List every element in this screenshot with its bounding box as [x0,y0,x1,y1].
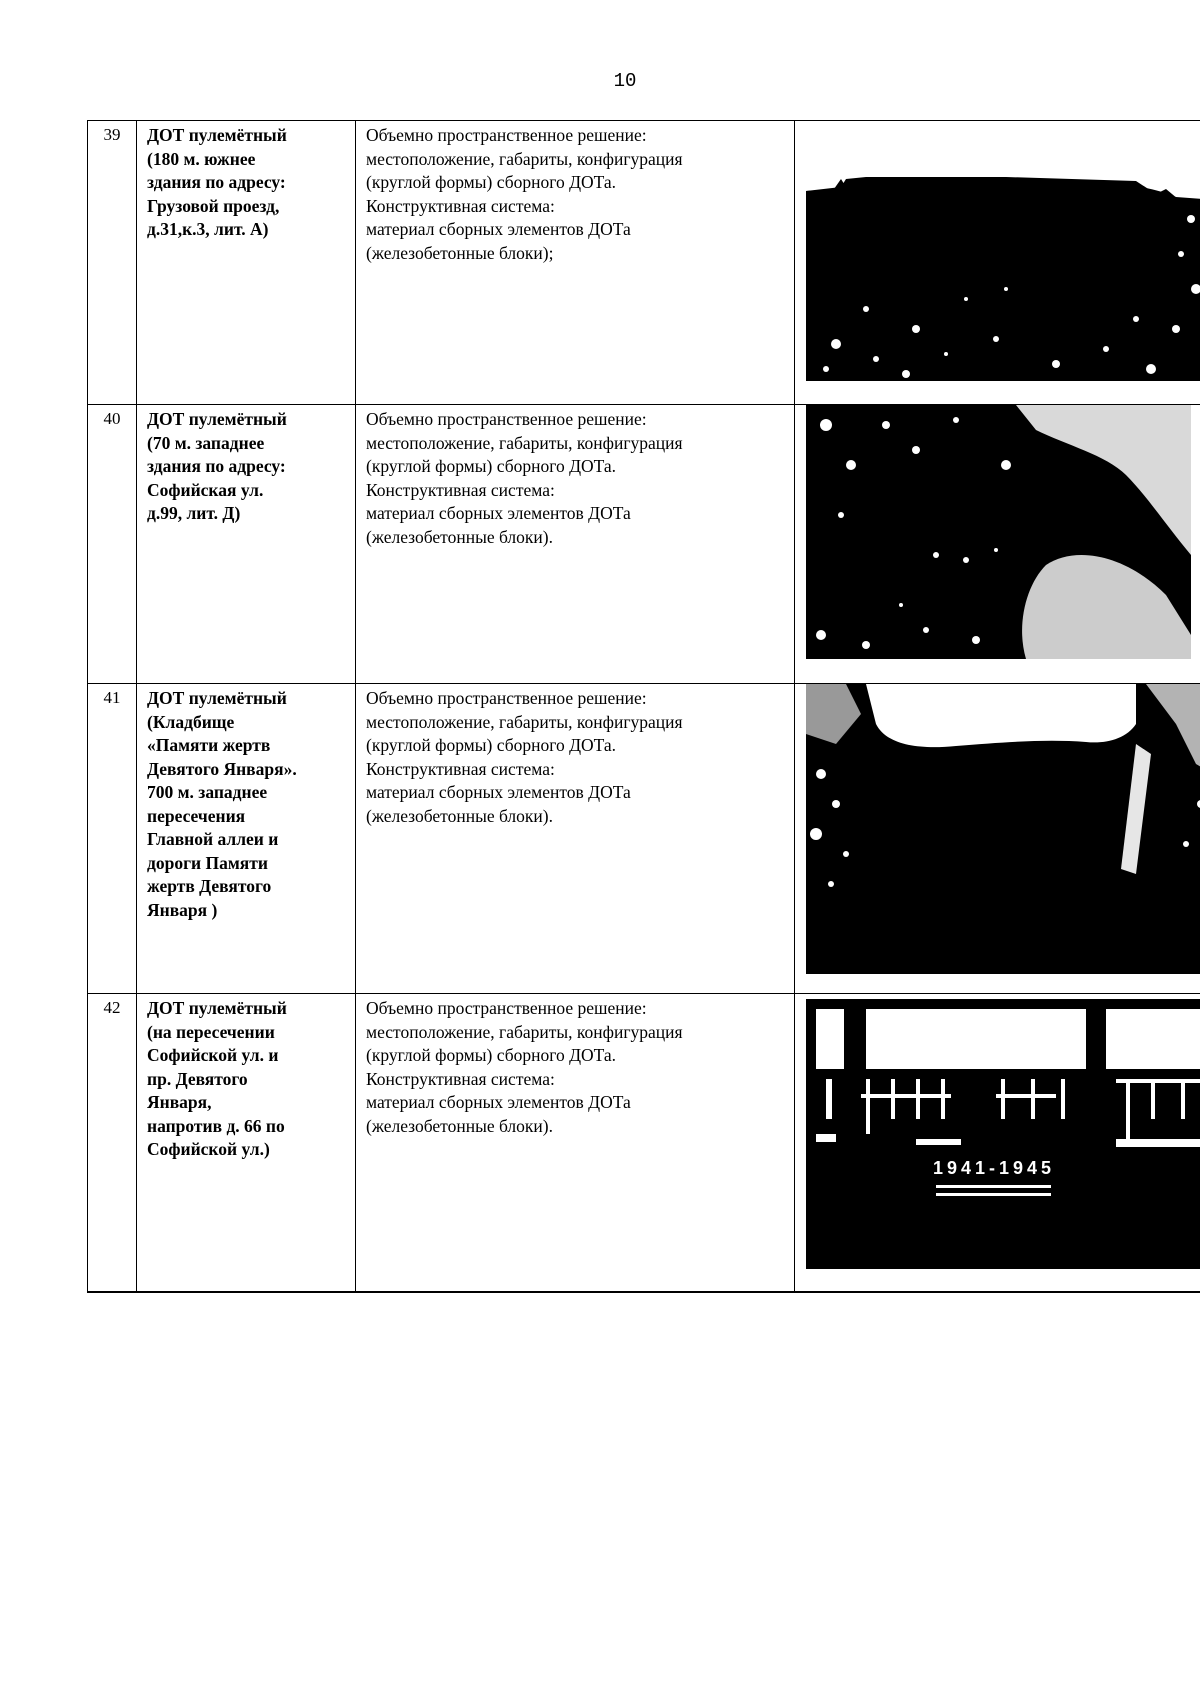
protection-subject-cell [356,684,795,994]
memorial-plaque-text: 1941-1945 [932,1158,1056,1178]
object-name-line: (70 м. западнее [147,432,265,453]
table-row [88,684,1200,994]
object-name-line: (на пересечении [147,1021,275,1042]
photo-cell [795,121,1200,405]
protection-subject-cell [356,994,795,1292]
photo-cell [795,405,1200,684]
protection-subject-cell [356,121,795,405]
object-name-line: напротив д. 66 по [147,1115,285,1136]
photo-cell [795,684,1200,994]
object-name-line: пересечения [147,805,246,826]
row-number: 41 [88,684,137,994]
description-line: Конструктивная система: [366,195,555,216]
description-line: местоположение, габариты, конфигурация [366,1021,683,1042]
object-name-line: д.99, лит. Д) [147,503,241,523]
cemetery-pillbox-photo [806,684,1200,974]
monuments-table [87,120,1200,1293]
description-line: местоположение, габариты, конфигурация [366,148,683,169]
description-line: Объемно пространственное решение: [366,998,647,1018]
object-name-line: Января, [147,1092,212,1112]
description-line: местоположение, габариты, конфигурация [366,711,683,732]
table-row [88,121,1200,405]
description-line: Объемно пространственное решение: [366,409,647,429]
description-line: материал сборных элементов ДОТа [366,503,631,523]
description-line: Конструктивная система: [366,1068,555,1089]
description-line: (круглой формы) сборного ДОТа. [366,1045,617,1065]
object-name-line: «Памяти жертв [147,735,271,755]
object-name-line: ДОТ пулемётный [147,125,287,145]
protection-subject-cell [356,405,795,684]
row-number: 40 [88,405,137,684]
object-name-line: 700 м. западнее [147,782,268,802]
overgrown-pillbox-photo [806,405,1191,659]
row-number: 39 [88,121,137,405]
object-name-line: Января ) [147,899,218,920]
description-line: (железобетонные блоки). [366,1115,553,1136]
description-line: (железобетонные блоки); [366,242,554,263]
page-number: 10 [613,70,637,92]
object-name-line: здания по адресу: [147,172,286,192]
description-line: Конструктивная система: [366,479,555,500]
object-name-cell [137,121,356,405]
table-row [88,405,1200,684]
photo-cell [795,994,1200,1292]
description-line: (круглой формы) сборного ДОТа. [366,172,617,192]
description-line: (круглой формы) сборного ДОТа. [366,456,617,476]
description-line: материал сборных элементов ДОТа [366,219,631,239]
object-name-cell [137,994,356,1292]
description-line: (железобетонные блоки). [366,526,553,547]
table-row [88,994,1200,1292]
object-name-line: Грузовой проезд, [147,195,280,216]
object-name-line: (Кладбище [147,711,235,732]
description-line: Объемно пространственное решение: [366,125,647,145]
description-line: Конструктивная система: [366,758,555,779]
object-name-line: Софийской ул. и [147,1045,279,1065]
memorial-pillbox-photo [806,999,1200,1269]
object-name-line: Девятого Января». [147,758,297,779]
description-line: (железобетонные блоки). [366,805,553,826]
description-line: местоположение, габариты, конфигурация [366,432,683,453]
object-name-line: ДОТ пулемётный [147,688,287,708]
row-number: 42 [88,994,137,1292]
object-name-line: д.31,к.3, лит. А) [147,219,269,239]
pillbox-photo [806,159,1200,381]
object-name-cell [137,684,356,994]
object-name-line: (180 м. южнее [147,148,256,169]
object-name-cell [137,405,356,684]
object-name-line: жертв Девятого [147,876,272,896]
description-line: (круглой формы) сборного ДОТа. [366,735,617,755]
object-name-line: Софийская ул. [147,479,264,500]
object-name-line: пр. Девятого [147,1068,248,1089]
object-name-line: Софийской ул.) [147,1139,270,1159]
description-line: материал сборных элементов ДОТа [366,782,631,802]
object-name-line: Главной аллеи и [147,829,279,849]
object-name-line: здания по адресу: [147,456,286,476]
object-name-line: дороги Памяти [147,852,268,873]
object-name-line: ДОТ пулемётный [147,409,287,429]
description-line: Объемно пространственное решение: [366,688,647,708]
description-line: материал сборных элементов ДОТа [366,1092,631,1112]
object-name-line: ДОТ пулемётный [147,998,287,1018]
